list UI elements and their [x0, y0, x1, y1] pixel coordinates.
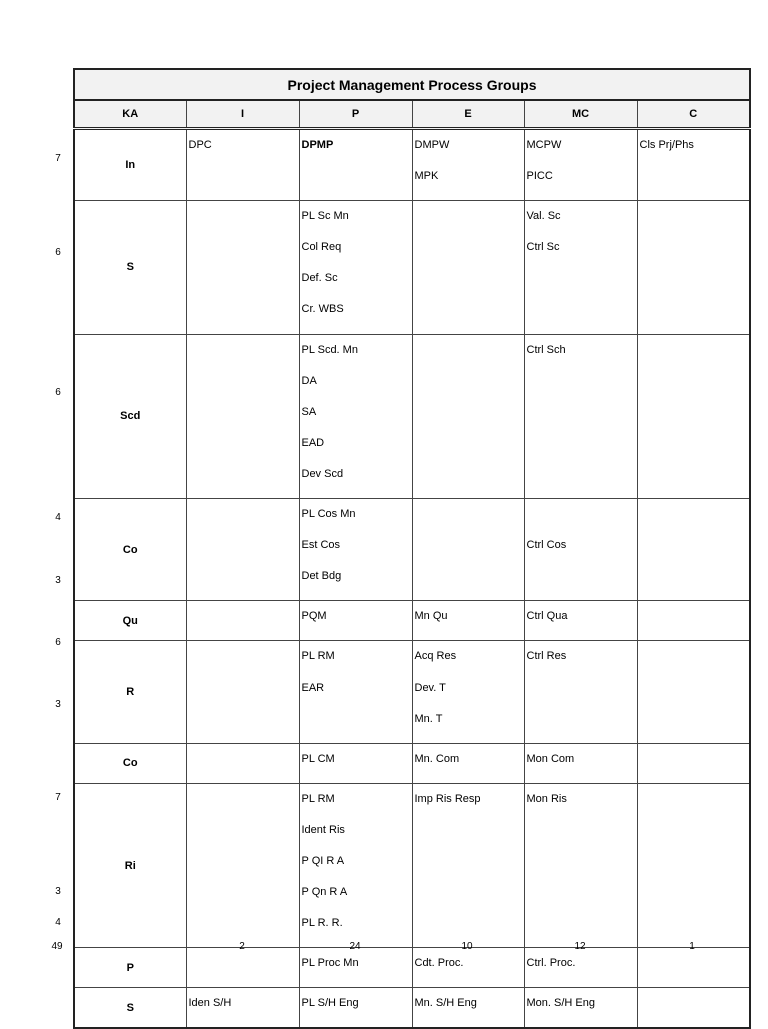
cell-i: [186, 743, 299, 783]
cell-e: [412, 743, 524, 783]
process-item: EAR: [301, 681, 325, 694]
total-c: 1: [689, 941, 695, 952]
cell-i: [186, 201, 299, 334]
table-row: [74, 129, 750, 201]
process-item: PICC: [526, 170, 553, 183]
row-count: 7: [55, 792, 61, 803]
cell-p: [299, 129, 412, 201]
cell-e: [412, 601, 524, 641]
process-item: Dev. T: [414, 681, 446, 694]
process-item: Mn. Com: [414, 752, 460, 765]
cell-e: [412, 201, 524, 334]
process-item: MCPW: [526, 139, 562, 151]
process-item: Acq Res: [414, 650, 457, 663]
table-row: [74, 743, 750, 783]
cell-mc: [524, 641, 637, 743]
knowledge-area-cell: Co: [74, 499, 186, 601]
table-row: [74, 641, 750, 743]
process-item: PQM: [301, 610, 327, 623]
header-ka: KA: [74, 100, 186, 129]
cell-mc: [524, 499, 637, 601]
process-item: PL Sc Mn: [301, 210, 349, 223]
process-item: Det Bdg: [301, 570, 342, 583]
process-item: DPMP: [301, 139, 334, 151]
process-item: Mon Ris: [526, 792, 567, 805]
process-item: Mn. T: [414, 712, 443, 725]
cell-p: [299, 641, 412, 743]
row-count: 3: [55, 698, 61, 710]
table-row: [74, 201, 750, 334]
process-item: Cls Prj/Phs: [639, 139, 694, 151]
process-item: P QI R A: [301, 854, 345, 867]
cell-c: [637, 948, 750, 988]
cell-p: [299, 201, 412, 334]
table-row: [74, 334, 750, 498]
total-p: 24: [349, 941, 361, 952]
process-item: Ctrl. Proc.: [526, 957, 576, 970]
process-item: DPC: [188, 139, 212, 151]
cell-e: [412, 988, 524, 1029]
table-row: [74, 601, 750, 641]
process-item: Ctrl Res: [526, 650, 567, 663]
cell-e: [412, 948, 524, 988]
table-row: [74, 499, 750, 601]
process-item: Mn Qu: [414, 610, 448, 623]
row-count: 7: [55, 153, 61, 164]
cell-i: [186, 129, 299, 201]
process-item: Ctrl Sc: [526, 241, 560, 254]
cell-p: [299, 783, 412, 947]
knowledge-area-cell: P: [74, 948, 186, 988]
knowledge-area-cell: Ri: [74, 783, 186, 947]
process-item: Iden S/H: [188, 997, 232, 1010]
cell-e: [412, 641, 524, 743]
process-item: PL Cos Mn: [301, 508, 356, 521]
knowledge-area-cell: R: [74, 641, 186, 743]
cell-mc: [524, 988, 637, 1029]
cell-mc: [524, 601, 637, 641]
process-item: Est Cos: [301, 539, 341, 552]
process-item: PL R. R.: [301, 917, 343, 930]
table-body: [74, 129, 750, 1029]
cell-c: [637, 499, 750, 601]
row-count: 3: [55, 885, 61, 897]
process-item: PL S/H Eng: [301, 997, 359, 1010]
knowledge-area-cell: S: [74, 201, 186, 334]
process-item: Mn. S/H Eng: [414, 997, 477, 1010]
process-item: Cdt. Proc.: [414, 957, 464, 970]
table-row: [74, 948, 750, 988]
cell-mc: [524, 129, 637, 201]
process-item: Imp Ris Resp: [414, 792, 481, 805]
cell-e: [412, 129, 524, 201]
cell-mc: [524, 743, 637, 783]
header-mc: MC: [524, 100, 637, 129]
row-count: 6: [55, 636, 61, 648]
process-groups-table: [73, 68, 751, 1029]
process-item: Mon Com: [526, 752, 575, 765]
row-count: 3: [55, 574, 61, 586]
cell-mc: [524, 201, 637, 334]
total-e: 10: [461, 941, 473, 952]
header-i: I: [186, 100, 299, 129]
knowledge-area-cell: Qu: [74, 601, 186, 641]
process-item: MPK: [414, 170, 439, 183]
header-p: P: [299, 100, 412, 129]
cell-c: [637, 129, 750, 201]
table-row: [74, 783, 750, 947]
cell-e: [412, 499, 524, 601]
process-item: Ctrl Qua: [526, 610, 568, 623]
cell-e: [412, 334, 524, 498]
process-item: DA: [301, 374, 317, 387]
table-title: Project Management Process Groups: [74, 69, 750, 100]
cell-i: [186, 641, 299, 743]
cell-p: [299, 334, 412, 498]
table-row: [74, 988, 750, 1029]
process-item: PL Scd. Mn: [301, 343, 358, 356]
process-item: Def. Sc: [301, 272, 338, 285]
row-count: 6: [55, 246, 61, 258]
cell-p: [299, 948, 412, 988]
process-item: Cr. WBS: [301, 303, 344, 316]
process-item: Ident Ris: [301, 823, 345, 836]
cell-mc: [524, 783, 637, 947]
header-c: C: [637, 100, 750, 129]
cell-c: [637, 783, 750, 947]
process-item: Ctrl Sch: [526, 343, 566, 356]
cell-mc: [524, 948, 637, 988]
process-item: Dev Scd: [301, 467, 344, 480]
cell-c: [637, 334, 750, 498]
process-item: [525, 507, 637, 538]
process-item: PL Proc Mn: [301, 957, 359, 970]
cell-p: [299, 988, 412, 1029]
process-item: Col Req: [301, 241, 342, 254]
knowledge-area-cell: In: [74, 129, 186, 201]
cell-c: [637, 988, 750, 1029]
process-item: P Qn R A: [301, 886, 348, 899]
cell-p: [299, 743, 412, 783]
knowledge-area-cell: S: [74, 988, 186, 1029]
cell-mc: [524, 334, 637, 498]
cell-c: [637, 641, 750, 743]
row-count: 4: [55, 512, 61, 523]
process-item: DMPW: [414, 139, 450, 151]
cell-i: [186, 334, 299, 498]
process-item: PL CM: [301, 752, 335, 765]
process-item: SA: [301, 405, 317, 418]
cell-i: [186, 499, 299, 601]
knowledge-area-cell: Scd: [74, 334, 186, 498]
total-all: 49: [51, 941, 63, 952]
cell-i: [186, 601, 299, 641]
process-item: Val. Sc: [526, 210, 561, 223]
process-item: PL RM: [301, 792, 335, 805]
process-item: Ctrl Cos: [526, 539, 567, 552]
total-mc: 12: [574, 941, 586, 952]
process-item: EAD: [301, 436, 325, 449]
process-item: Mon. S/H Eng: [526, 997, 595, 1010]
header-e: E: [412, 100, 524, 129]
knowledge-area-cell: Co: [74, 743, 186, 783]
process-item: PL RM: [301, 650, 335, 663]
row-count: 4: [55, 916, 61, 928]
cell-c: [637, 601, 750, 641]
cell-e: [412, 783, 524, 947]
cell-p: [299, 499, 412, 601]
row-count: 6: [55, 387, 61, 398]
cell-i: [186, 783, 299, 947]
cell-i: [186, 948, 299, 988]
cell-c: [637, 743, 750, 783]
cell-i: [186, 988, 299, 1029]
cell-p: [299, 601, 412, 641]
cell-c: [637, 201, 750, 334]
total-i: 2: [239, 941, 245, 952]
